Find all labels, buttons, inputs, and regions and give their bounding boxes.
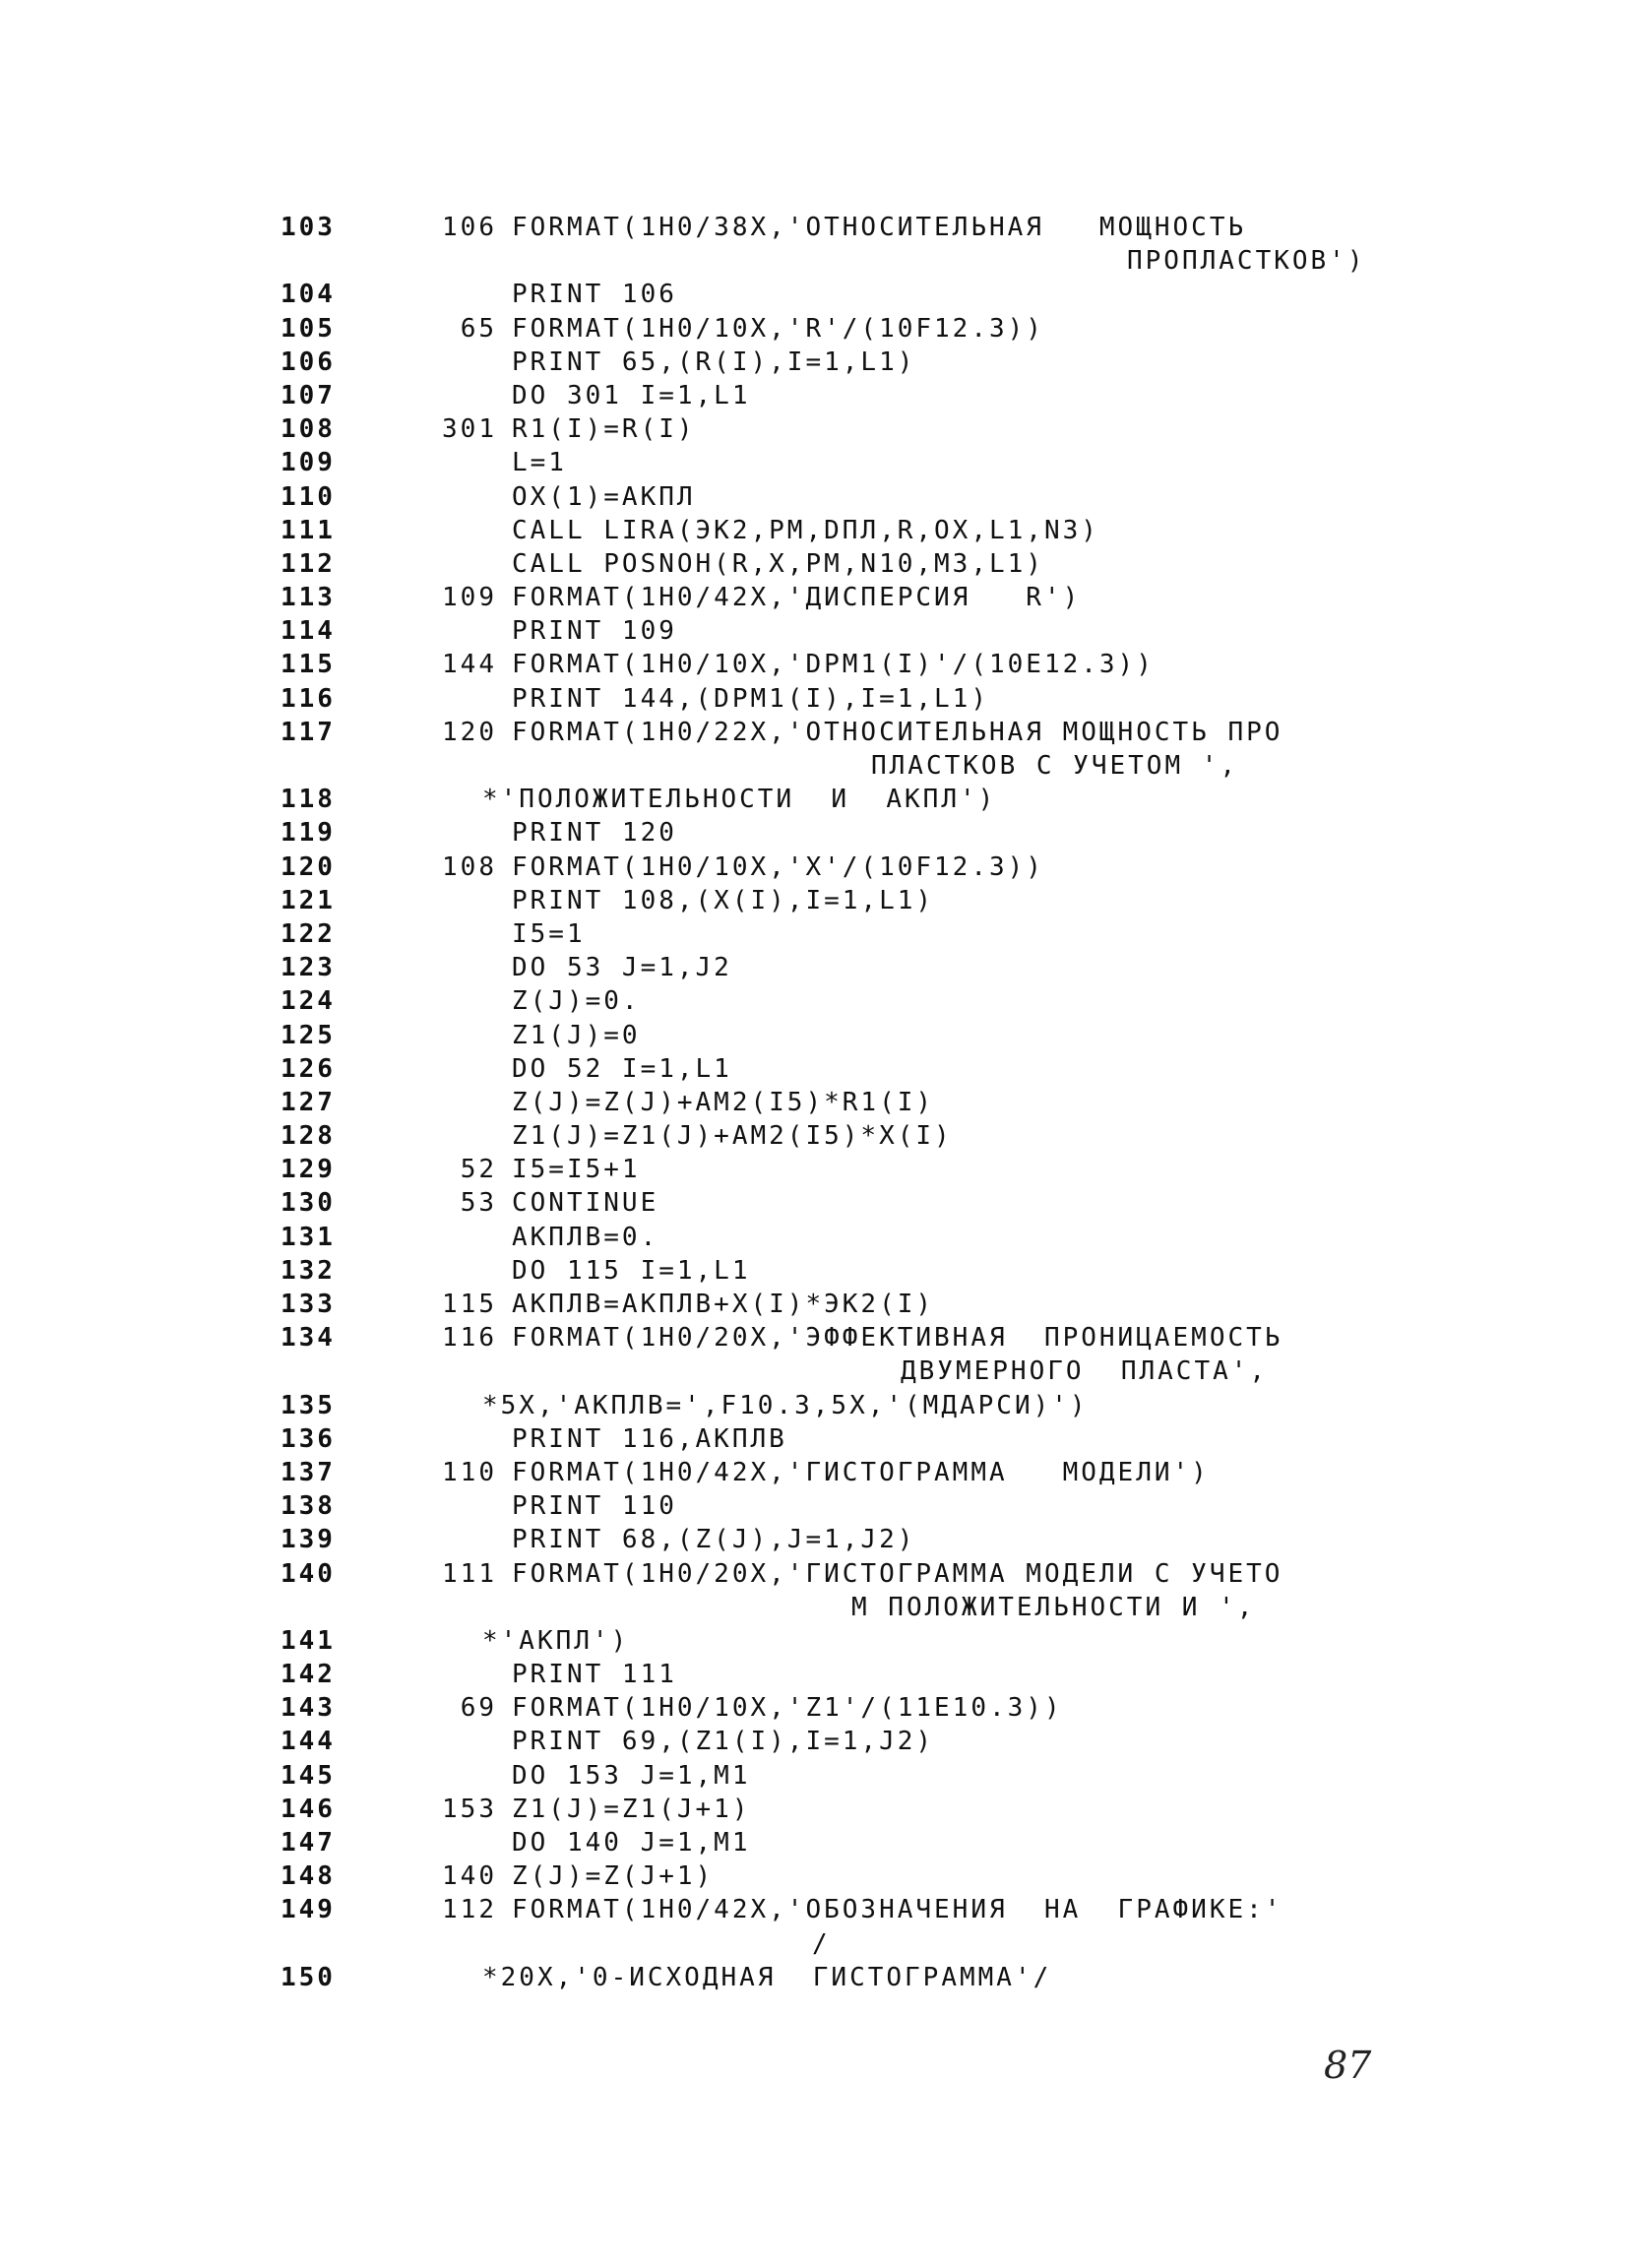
statement-text: FORMAT(1H0/38X,'ОТНОСИТЕЛЬНАЯ МОЩНОСТЬ (512, 213, 1247, 242)
code-line (281, 1221, 1462, 1254)
line-number: 121 (281, 885, 336, 915)
continuation-text: М ПОЛОЖИТЕЛЬНОСТИ И ', (851, 1592, 1256, 1622)
continuation-line (281, 1927, 1462, 1961)
statement-text: *20X,'0-ИСХОДНАЯ ГИСТОГРАММА'/ (482, 1962, 1052, 1992)
line-number: 109 (281, 448, 336, 478)
line-number: 129 (281, 1155, 336, 1185)
line-number: 111 (281, 515, 336, 545)
statement-label: 109 (442, 583, 497, 613)
line-number: 134 (281, 1323, 336, 1354)
code-line (281, 1119, 1462, 1153)
code-line (281, 346, 1462, 379)
line-number: 125 (281, 1020, 336, 1050)
statement-text: FORMAT(1H0/10X,'Z1'/(11E10.3)) (512, 1693, 1063, 1724)
statement-text: PRINT 68,(Z(J),J=1,J2) (512, 1525, 916, 1555)
line-number: 119 (281, 818, 336, 849)
code-line (281, 884, 1462, 917)
code-line (281, 1691, 1462, 1725)
line-number: 144 (281, 1727, 336, 1757)
line-number: 110 (281, 481, 336, 512)
line-number: 139 (281, 1525, 336, 1555)
line-number: 138 (281, 1491, 336, 1522)
statement-text: CALL LIRA(ЭК2,PM,DПЛ,R,OX,L1,N3) (512, 515, 1099, 545)
code-line (281, 211, 1462, 244)
statement-label: 153 (442, 1794, 497, 1824)
line-number: 131 (281, 1222, 336, 1252)
code-line (281, 951, 1462, 984)
code-line (281, 1624, 1462, 1658)
line-number: 146 (281, 1794, 336, 1824)
statement-label: 120 (442, 717, 497, 747)
line-number: 147 (281, 1828, 336, 1858)
code-line (281, 1052, 1462, 1086)
line-number: 143 (281, 1693, 336, 1724)
code-line (281, 648, 1462, 681)
code-line (281, 581, 1462, 614)
code-line (281, 1658, 1462, 1691)
code-line (281, 514, 1462, 547)
continuation-line (281, 749, 1462, 783)
line-number: 133 (281, 1290, 336, 1319)
code-line (281, 614, 1462, 648)
statement-text: PRINT 116,АКПЛВ (512, 1423, 787, 1454)
statement-label: 53 (460, 1188, 497, 1219)
statement-text: DO 115 I=1,L1 (512, 1255, 751, 1286)
code-line (281, 1086, 1462, 1119)
line-number: 105 (281, 313, 336, 344)
code-line (281, 1389, 1462, 1422)
statement-text: Z(J)=Z(J)+AM2(I5)*R1(I) (512, 1087, 935, 1117)
statement-label: 112 (442, 1895, 497, 1925)
code-line (281, 1489, 1462, 1523)
page-number: 87 (1324, 2044, 1372, 2087)
statement-label: 115 (442, 1290, 497, 1319)
code-line (281, 1019, 1462, 1052)
statement-text: FORMAT(1H0/22X,'ОТНОСИТЕЛЬНАЯ МОЩНОСТЬ ПРО (512, 717, 1283, 747)
code-line (281, 1321, 1462, 1354)
statement-label: 111 (442, 1558, 497, 1589)
statement-text: *'АКПЛ') (482, 1625, 630, 1656)
code-line (281, 1893, 1462, 1926)
continuation-line (281, 1354, 1462, 1388)
statement-text: R1(I)=R(I) (512, 414, 696, 445)
statement-text: Z1(J)=Z1(J)+AM2(I5)*X(I) (512, 1121, 953, 1152)
code-line (281, 682, 1462, 716)
code-line (281, 816, 1462, 850)
code-line (281, 1288, 1462, 1321)
continuation-text: / (812, 1928, 831, 1959)
code-line (281, 1759, 1462, 1793)
statement-label: 106 (442, 213, 497, 242)
statement-text: FORMAT(1H0/10X,'R'/(10F12.3)) (512, 313, 1044, 344)
statement-text: FORMAT(1H0/42X,'ОБОЗНАЧЕНИЯ НА ГРАФИКЕ:' (512, 1895, 1283, 1925)
line-number: 107 (281, 380, 336, 410)
statement-text: *5X,'АКПЛВ=',F10.3,5X,'(МДАРСИ)') (482, 1390, 1089, 1420)
statement-text: PRINT 65,(R(I),I=1,L1) (512, 346, 916, 377)
statement-label: 52 (460, 1155, 497, 1185)
statement-text: DO 153 J=1,M1 (512, 1760, 751, 1791)
statement-text: FORMAT(1H0/10X,'X'/(10F12.3)) (512, 851, 1044, 882)
line-number: 122 (281, 918, 336, 949)
line-number: 135 (281, 1390, 336, 1420)
code-line (281, 278, 1462, 311)
line-number: 118 (281, 785, 336, 815)
line-number: 145 (281, 1760, 336, 1791)
statement-text: PRINT 108,(X(I),I=1,L1) (512, 885, 935, 915)
statement-text: АКПЛВ=АКПЛВ+X(I)*ЭК2(I) (512, 1290, 935, 1319)
code-line (281, 1254, 1462, 1288)
statement-text: PRINT 69,(Z1(I),I=1,J2) (512, 1727, 935, 1757)
statement-label: 110 (442, 1457, 497, 1487)
code-line (281, 1793, 1462, 1826)
code-line (281, 379, 1462, 412)
statement-label: 144 (442, 650, 497, 680)
code-line (281, 480, 1462, 514)
code-line (281, 1961, 1462, 1994)
statement-text: OX(1)=АКПЛ (512, 481, 696, 512)
statement-text: L=1 (512, 448, 567, 478)
code-line (281, 312, 1462, 346)
statement-text: DO 301 I=1,L1 (512, 380, 751, 410)
statement-text: Z(J)=Z(J+1) (512, 1861, 715, 1892)
code-line (281, 1422, 1462, 1456)
line-number: 115 (281, 650, 336, 680)
statement-text: FORMAT(1H0/20X,'ЭФФЕКТИВНАЯ ПРОНИЦАЕМОСТЬ (512, 1323, 1283, 1354)
statement-text: Z1(J)=Z1(J+1) (512, 1794, 751, 1824)
statement-label: 301 (442, 414, 497, 445)
line-number: 126 (281, 1053, 336, 1084)
line-number: 130 (281, 1188, 336, 1219)
code-line (281, 984, 1462, 1018)
statement-text: DO 140 J=1,M1 (512, 1828, 751, 1858)
line-number: 142 (281, 1660, 336, 1690)
statement-text: FORMAT(1H0/10X,'DPM1(I)'/(10E12.3)) (512, 650, 1155, 680)
code-line (281, 1186, 1462, 1220)
line-number: 150 (281, 1962, 336, 1992)
code-line (281, 1456, 1462, 1489)
code-line (281, 547, 1462, 581)
code-line (281, 850, 1462, 884)
statement-label: 140 (442, 1861, 497, 1892)
statement-text: PRINT 106 (512, 280, 677, 310)
line-number: 108 (281, 414, 336, 445)
code-line (281, 1557, 1462, 1591)
statement-text: DO 53 J=1,J2 (512, 953, 732, 983)
statement-label: 116 (442, 1323, 497, 1354)
line-number: 128 (281, 1121, 336, 1152)
statement-label: 69 (460, 1693, 497, 1724)
code-line (281, 1725, 1462, 1758)
continuation-text: ПРОПЛАСТКОВ') (1127, 246, 1366, 277)
code-line (281, 412, 1462, 446)
statement-text: CONTINUE (512, 1188, 659, 1219)
line-number: 106 (281, 346, 336, 377)
line-number: 120 (281, 851, 336, 882)
line-number: 112 (281, 548, 336, 579)
statement-text: I5=1 (512, 918, 586, 949)
code-line (281, 1826, 1462, 1859)
continuation-line (281, 1591, 1462, 1624)
line-number: 114 (281, 616, 336, 647)
statement-text: PRINT 144,(DPM1(I),I=1,L1) (512, 683, 989, 714)
statement-text: *'ПОЛОЖИТЕЛЬНОСТИ И АКПЛ') (482, 785, 997, 815)
statement-label: 108 (442, 851, 497, 882)
line-number: 113 (281, 583, 336, 613)
statement-text: PRINT 120 (512, 818, 677, 849)
line-number: 136 (281, 1423, 336, 1454)
code-line (281, 716, 1462, 749)
statement-text: FORMAT(1H0/42X,'ДИСПЕРСИЯ R') (512, 583, 1082, 613)
line-number: 149 (281, 1895, 336, 1925)
code-line (281, 1523, 1462, 1556)
statement-text: АКПЛВ=0. (512, 1222, 659, 1252)
line-number: 127 (281, 1087, 336, 1117)
statement-text: FORMAT(1H0/20X,'ГИСТОГРАММА МОДЕЛИ С УЧЕТО (512, 1558, 1283, 1589)
code-line (281, 1153, 1462, 1186)
statement-text: Z1(J)=0 (512, 1020, 641, 1050)
line-number: 148 (281, 1861, 336, 1892)
statement-text: PRINT 109 (512, 616, 677, 647)
code-line (281, 917, 1462, 951)
line-number: 141 (281, 1625, 336, 1656)
line-number: 140 (281, 1558, 336, 1589)
code-line (281, 446, 1462, 479)
continuation-text: ДВУМЕРНОГО ПЛАСТА', (901, 1356, 1269, 1387)
continuation-line (281, 244, 1462, 278)
continuation-text: ПЛАСТКОВ С УЧЕТОМ ', (871, 751, 1239, 781)
statement-text: FORMAT(1H0/42X,'ГИСТОГРАММА МОДЕЛИ') (512, 1457, 1210, 1487)
code-line (281, 1859, 1462, 1893)
line-number: 124 (281, 986, 336, 1017)
statement-text: PRINT 110 (512, 1491, 677, 1522)
program-listing (281, 211, 1462, 1994)
line-number: 103 (281, 213, 336, 242)
line-number: 117 (281, 717, 336, 747)
statement-text: DO 52 I=1,L1 (512, 1053, 732, 1084)
line-number: 116 (281, 683, 336, 714)
statement-label: 65 (460, 313, 497, 344)
statement-text: PRINT 111 (512, 1660, 677, 1690)
line-number: 132 (281, 1255, 336, 1286)
statement-text: I5=I5+1 (512, 1155, 641, 1185)
statement-text: Z(J)=0. (512, 986, 641, 1017)
line-number: 123 (281, 953, 336, 983)
statement-text: CALL POSNOH(R,X,PM,N10,M3,L1) (512, 548, 1044, 579)
code-line (281, 783, 1462, 816)
line-number: 137 (281, 1457, 336, 1487)
line-number: 104 (281, 280, 336, 310)
